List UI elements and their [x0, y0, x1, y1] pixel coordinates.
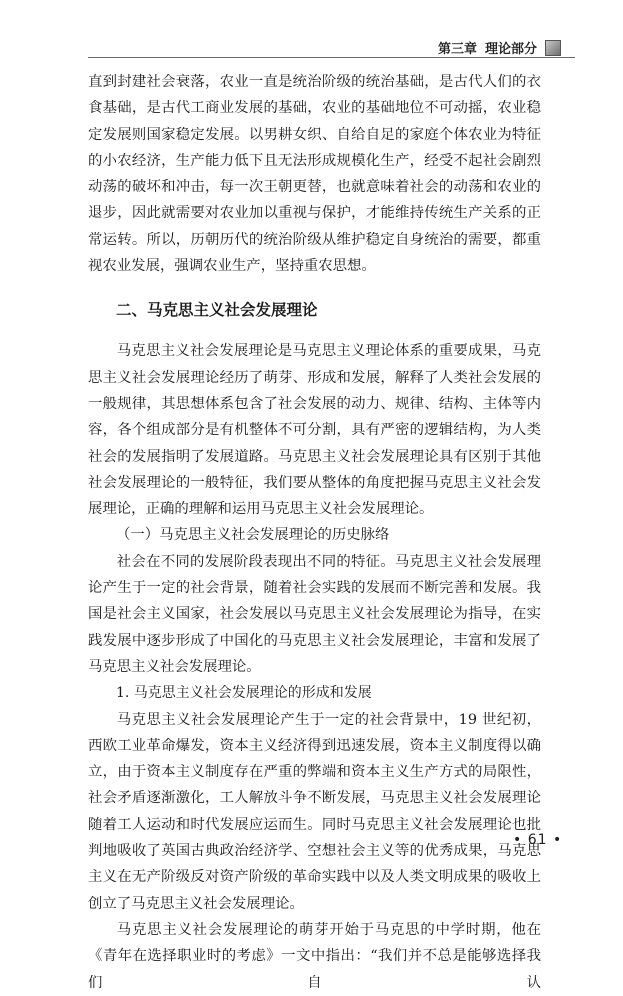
page-number: • 61 •	[513, 832, 563, 848]
section-label: 理论部分	[484, 42, 537, 57]
paragraph-continued: 直到封建社会衰落，农业一直是统治阶级的统治基础，是古代人们的衣食基础，是古代工商业发展的基础，农业的基础地位不可动摇，农业稳定发展则国家稳定发展。以男耕女织、自给自足的家庭个体农业为特征的小农经济，生产能力低下且无法形成规模化生产，经受不起社会剧烈动荡的破坏和冲击，每一次王朝更替，也就意味着社会的动荡和农业的退步，因此就需要对农业加以重视与保护，才能维持传统生产关系的正常运转。所以，历朝历代的统治阶级从维护稳定自身统治的需要，都重视农业发展，强调农业生产，坚持重农思想。	[88, 74, 541, 275]
paragraph: 马克思主义社会发展理论是马克思主义理论体系的重要成果，马克思主义社会发展理论经历了萌芽、形成和发展，解释了人类社会发展的一般规律，其思想体系包含了社会发展的动力、规律、结构、主体等内容，各个组成部分是有机整体不可分割，具有严密的逻辑结构，为人类社会的发展指明了发展道路。马克思主义社会发展理论具有区别于其他社会发展理论的一般特征，我们要从整体的角度把握马克思主义社会发展理论，正确的理解和运用马克思主义社会发展理论。	[88, 343, 541, 518]
subsection-heading: （一）马克思主义社会发展理论的历史脉络	[116, 527, 390, 544]
numbered-heading: 1. 马克思主义社会发展理论的形成和发展	[116, 685, 372, 702]
chapter-label: 第三章	[437, 42, 477, 57]
running-head	[438, 38, 561, 57]
corner-tab-icon	[545, 40, 561, 56]
header-rule	[88, 57, 575, 58]
section-heading: 二、马克思主义社会发展理论	[116, 301, 318, 320]
paragraph: 马克思主义社会发展理论产生于一定的社会背景中，19 世纪初，西欧工业革命爆发，资本主义经济得到迅速发展，资本主义制度得以确立，由于资本主义制度存在严重的弊端和资本主义生产方式的局限性，社会矛盾逐渐激化，工人解放斗争不断发展，马克思主义社会发展理论随着工人运动和时代发展应运而生。同时马克思主义社会发展理论也批判地吸收了英国古典政治经济学、空想社会主义等的优秀成果，马克思主义在无产阶级反对资产阶级的革命实践中以及人类文明成果的吸收上创立了马克思主义社会发展理论。	[88, 711, 541, 912]
paragraph-truncated: 马克思主义社会发展理论的萌芽开始于马克思的中学时期，他在《青年在选择职业时的考虑》一文中指出：“我们并不总是能够选择我们自认	[88, 921, 541, 991]
paragraph: 社会在不同的发展阶段表现出不同的特征。马克思主义社会发展理论产生于一定的社会背景，随着社会实践的发展而不断完善和发展。我国是社会主义国家，社会发展以马克思主义社会发展理论为指导，在实践发展中逐步形成了中国化的马克思主义社会发展理论，丰富和发展了马克思主义社会发展理论。	[88, 553, 541, 675]
page-body	[88, 69, 541, 996]
